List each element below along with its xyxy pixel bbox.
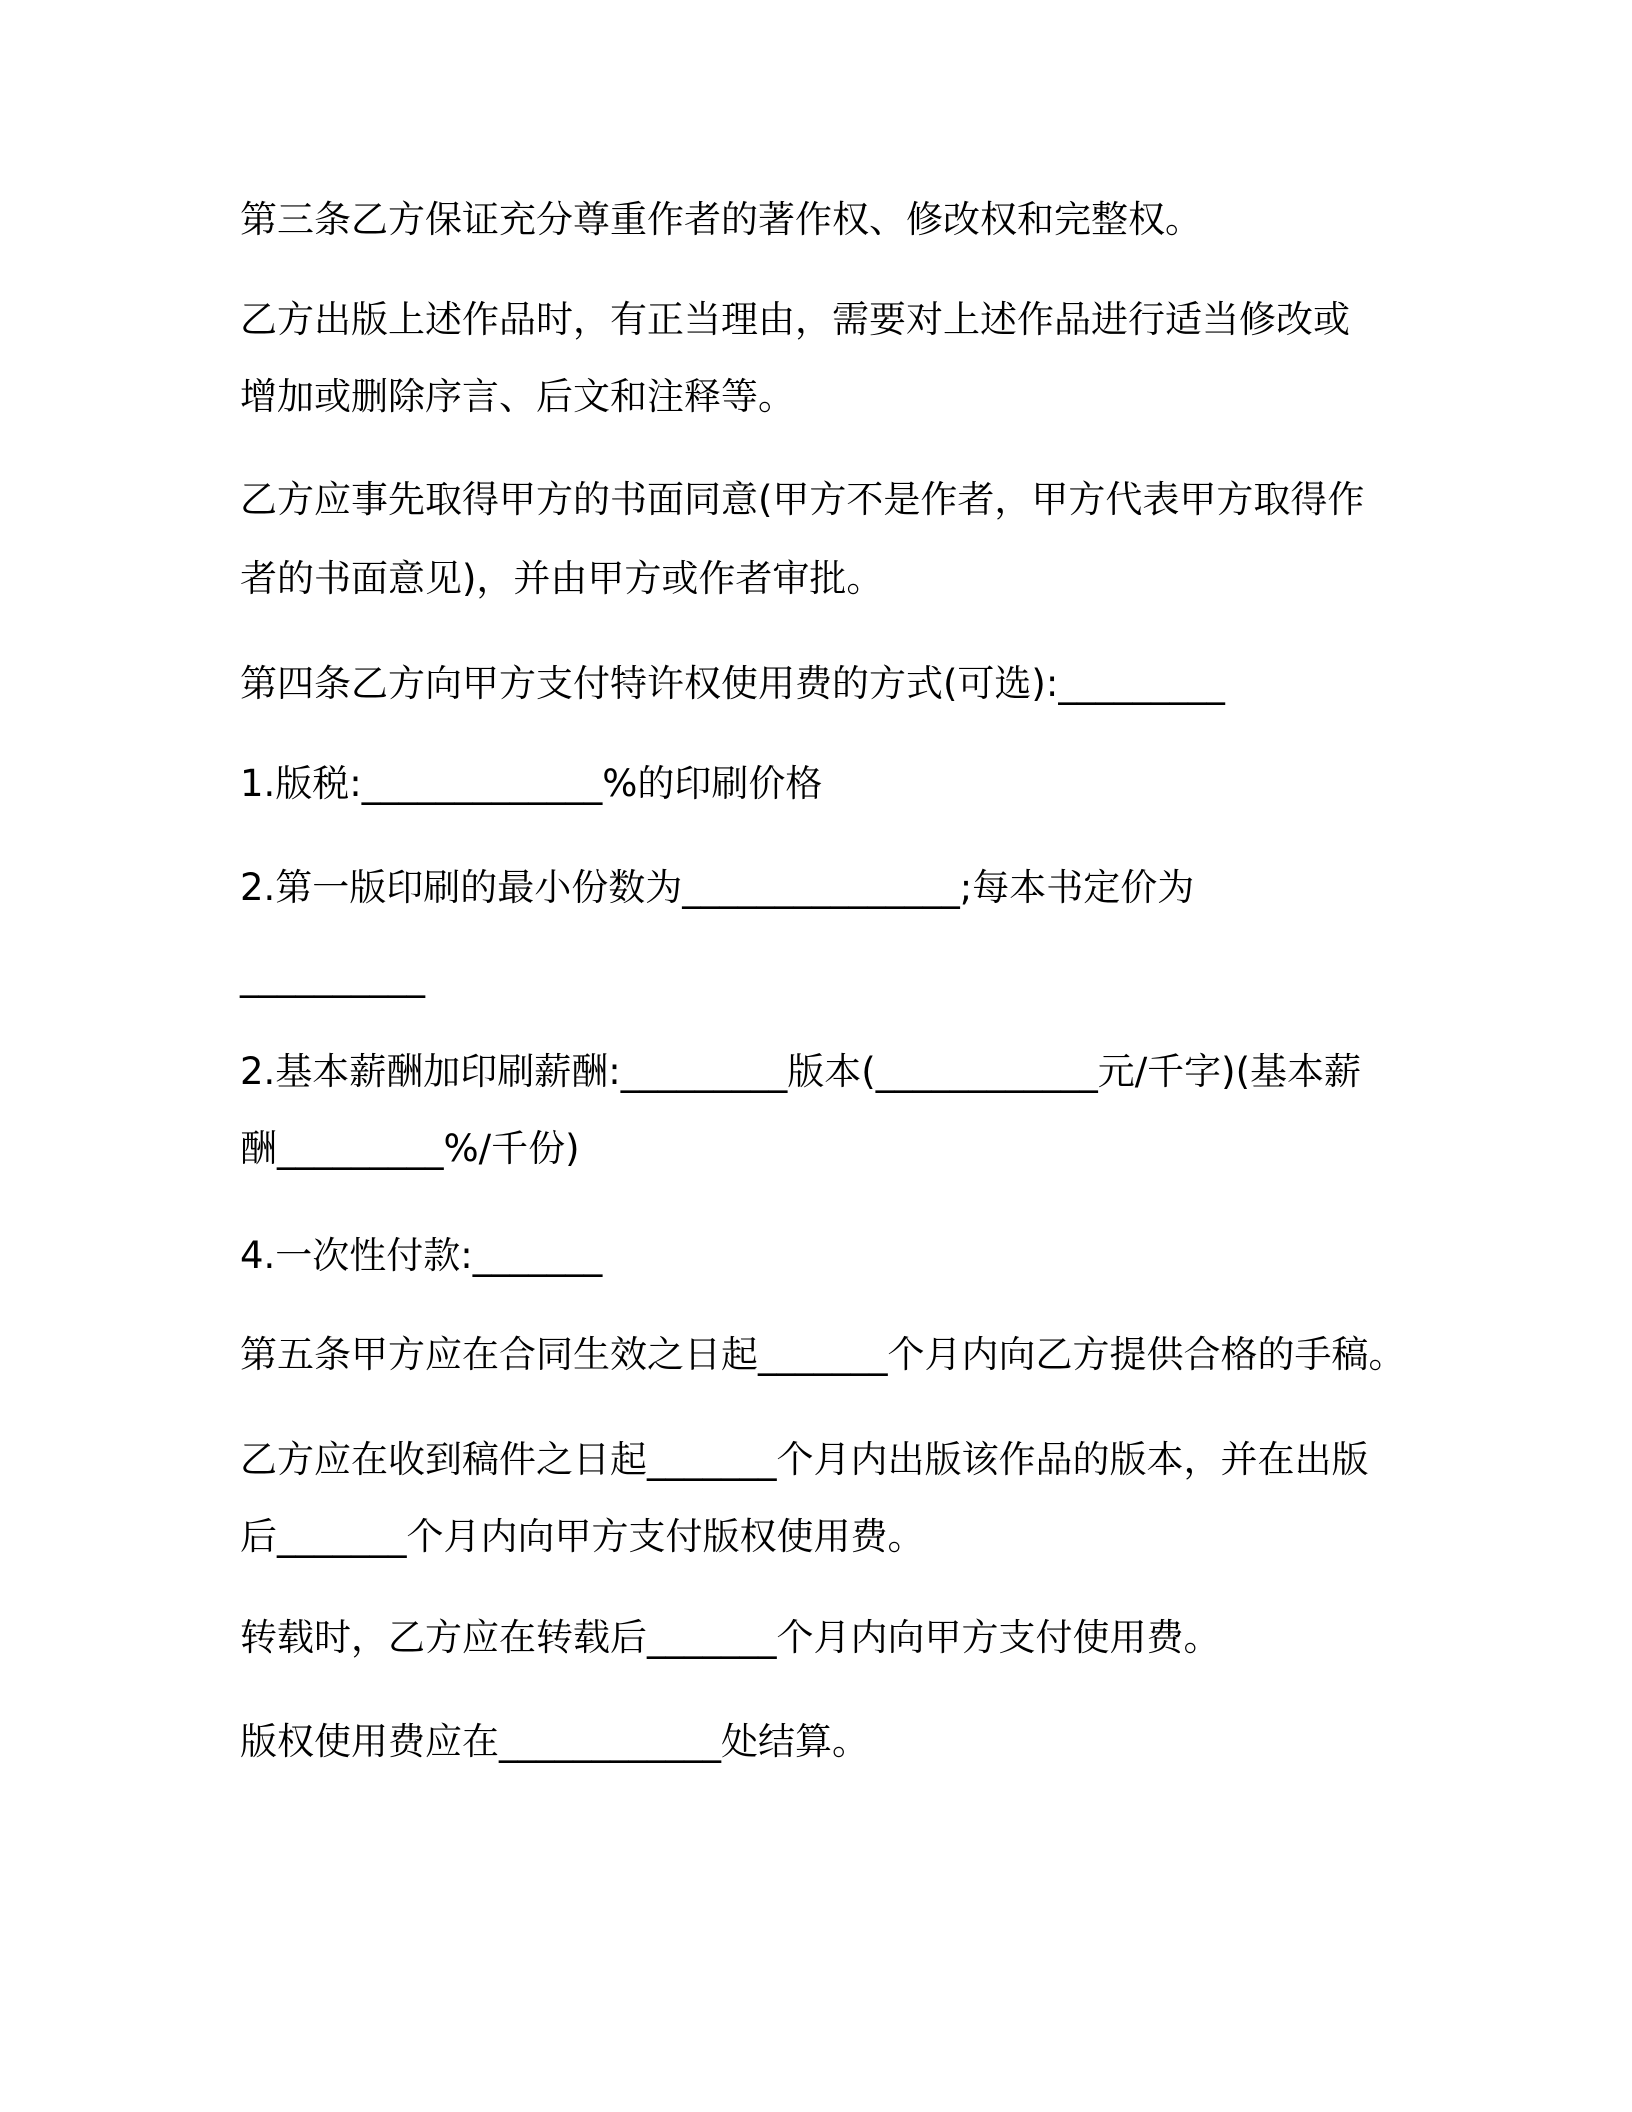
option-royalty: 1.版税:_____________%的印刷价格 xyxy=(240,762,823,805)
paragraph-line: 增加或删除序言、后文和注释等。 xyxy=(240,375,795,418)
article-3-text: 第三条乙方保证充分尊重作者的著作权、修改权和完整权。 xyxy=(240,198,1202,241)
paragraph-line: 乙方应事先取得甲方的书面同意(甲方不是作者，甲方代表甲方取得作 xyxy=(240,478,1365,521)
paragraph-line: 者的书面意见)，并由甲方或作者审批。 xyxy=(240,557,884,600)
option-lump-sum: 4.一次性付款:_______ xyxy=(240,1234,603,1277)
option-first-edition: 2.第一版印刷的最小份数为_______________;每本书定价为 xyxy=(240,866,1195,909)
paragraph-line: 乙方应在收到稿件之日起_______个月内出版该作品的版本，并在出版 xyxy=(240,1438,1369,1481)
paragraph-line: 酬_________%/千份) xyxy=(240,1127,580,1170)
paragraph-line: 后_______个月内向甲方支付版权使用费。 xyxy=(240,1515,925,1558)
paragraph-line: 版权使用费应在____________处结算。 xyxy=(240,1720,869,1763)
article-5-text: 第五条甲方应在合同生效之日起_______个月内向乙方提供合格的手稿。 xyxy=(240,1333,1406,1376)
option-price-blank: __________ xyxy=(240,955,425,998)
option-base-pay: 2.基本薪酬加印刷薪酬:_________版本(____________元/千字)(基本薪 xyxy=(240,1050,1362,1093)
article-4-text: 第四条乙方向甲方支付特许权使用费的方式(可选):_________ xyxy=(240,662,1225,705)
paragraph-line: 转载时，乙方应在转载后_______个月内向甲方支付使用费。 xyxy=(240,1616,1221,1659)
paragraph-line: 乙方出版上述作品时，有正当理由，需要对上述作品进行适当修改或 xyxy=(240,298,1350,341)
